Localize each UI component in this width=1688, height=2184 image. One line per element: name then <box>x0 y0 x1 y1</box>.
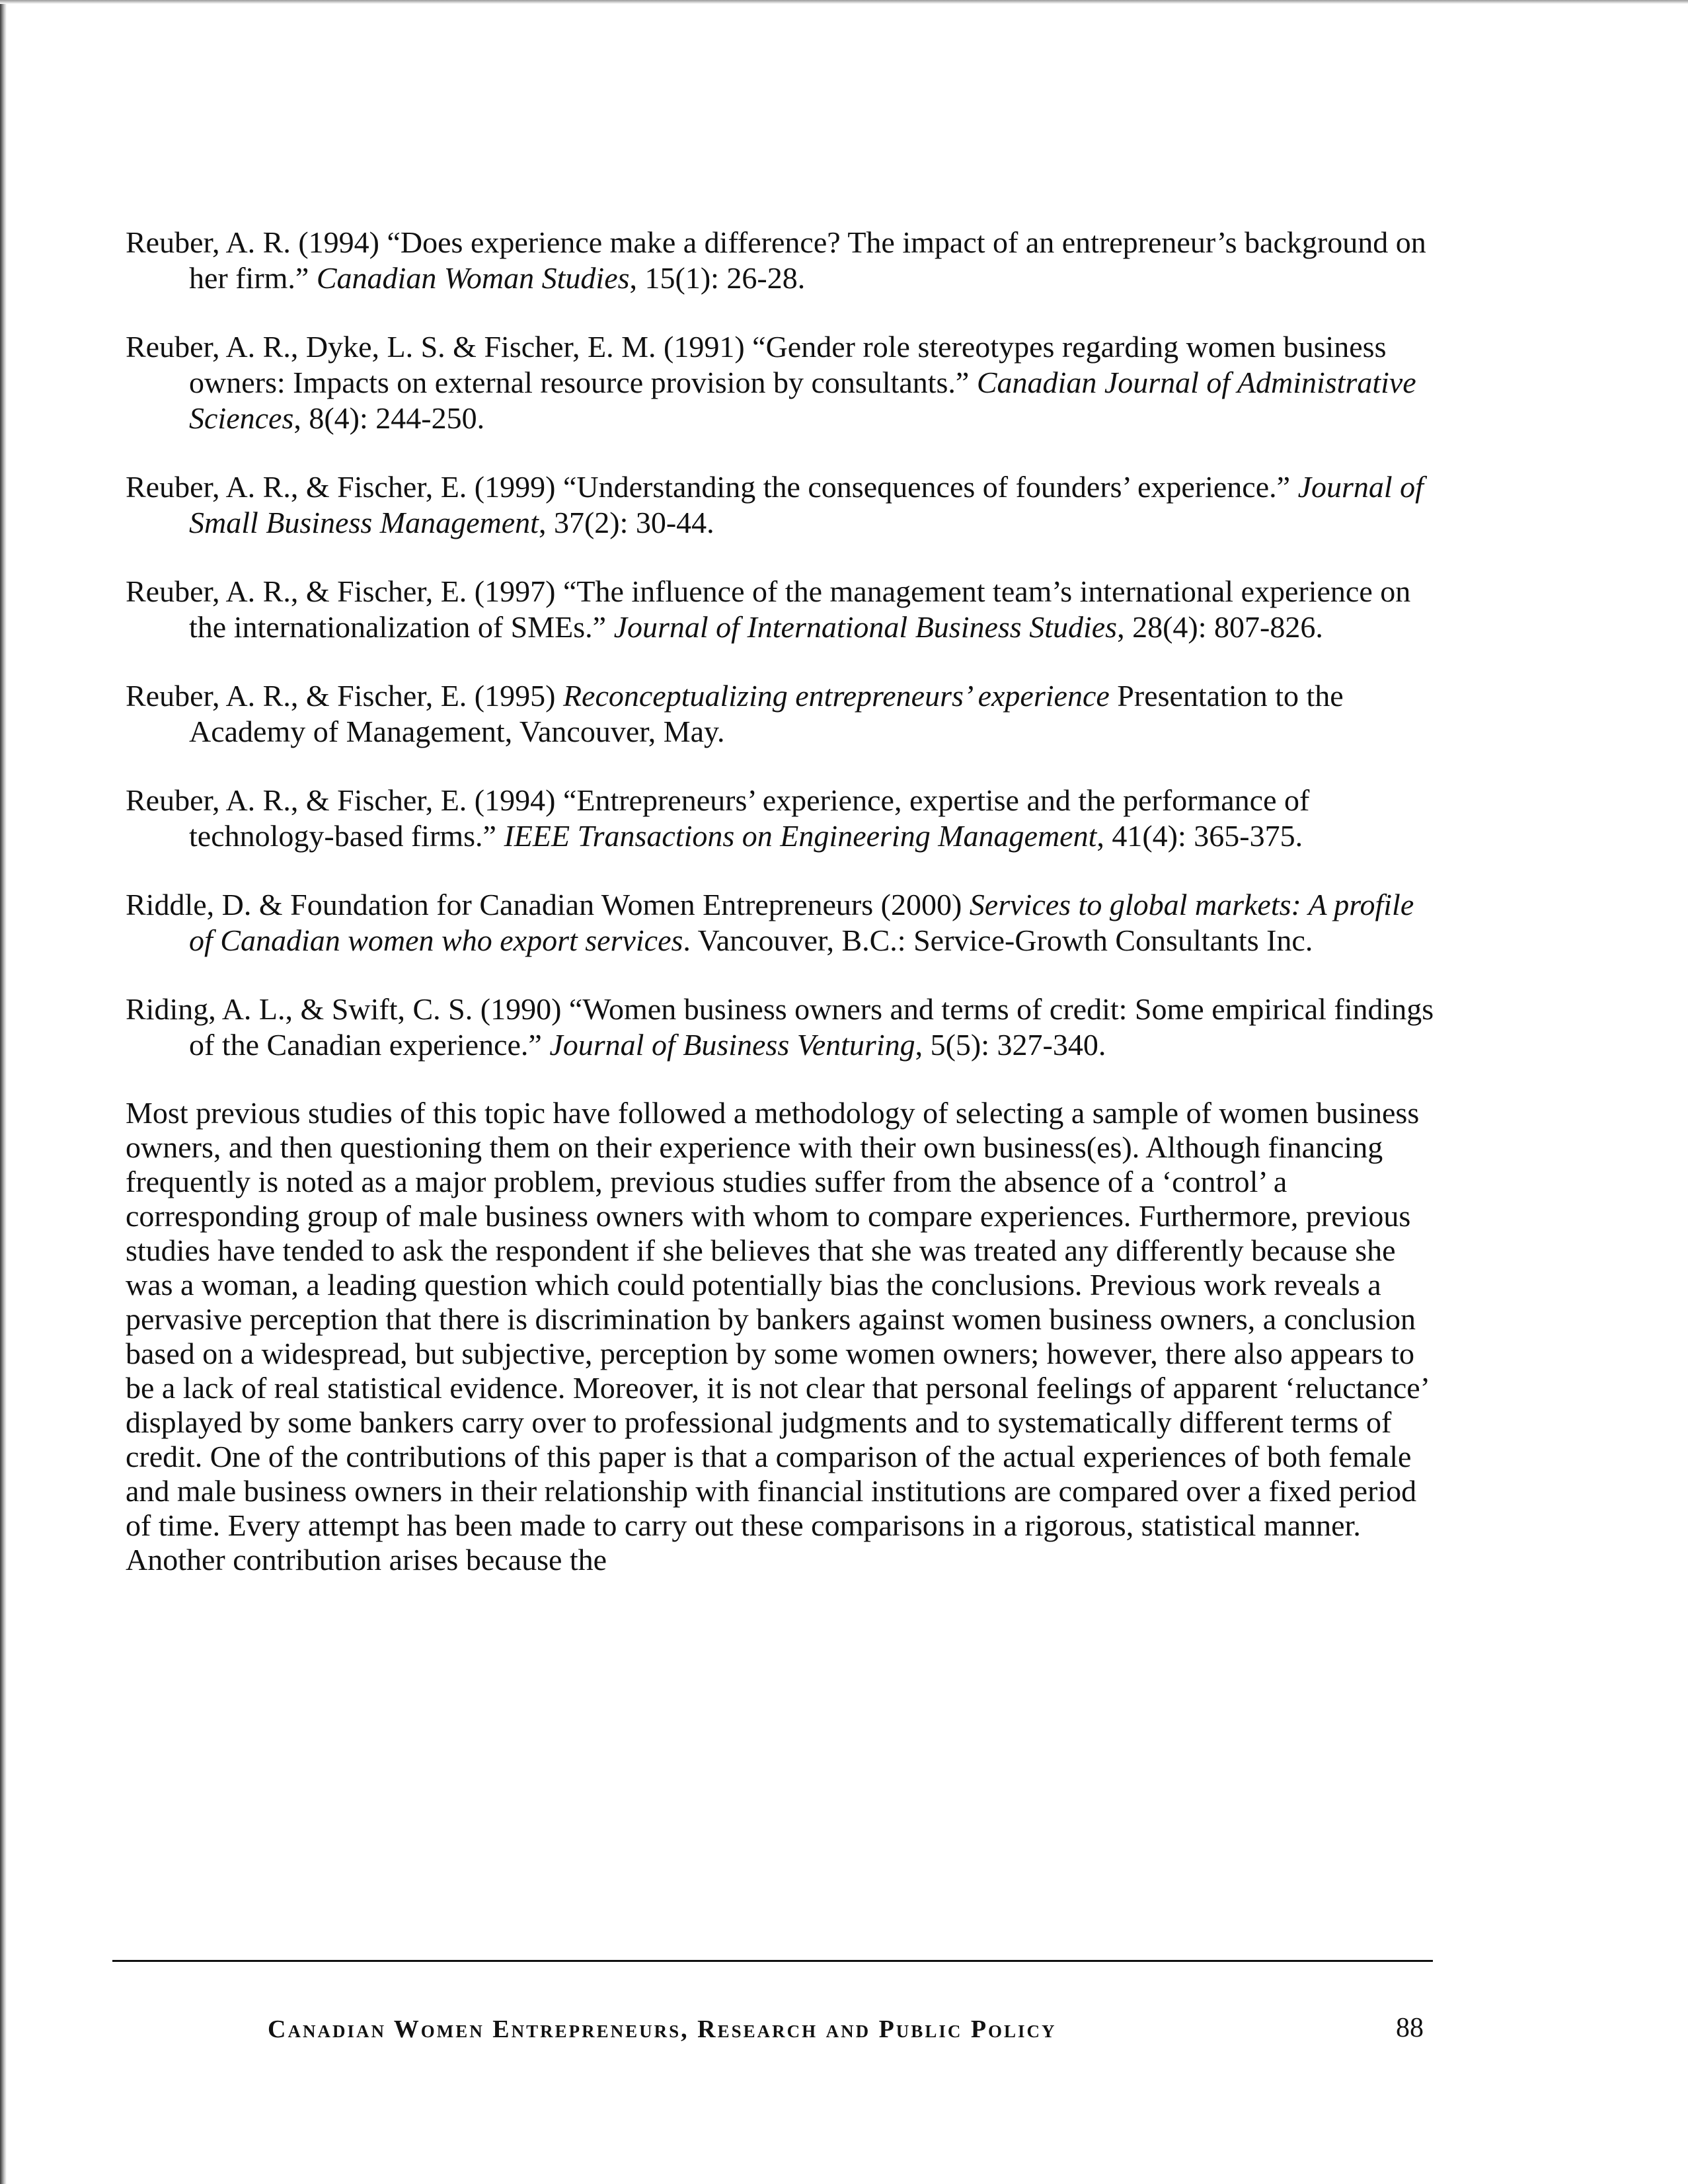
reference-text: Reuber, A. R., & Fischer, E. (1994) “Entrepreneurs’ experience, expertise and the performance of technology-based firms.” <box>126 783 1310 853</box>
reference-entry-4 <box>126 574 1441 645</box>
reference-text: Reuber, A. R., Dyke, L. S. & Fischer, E. M. (1991) “Gender role stereotypes regarding women business owners: Impacts on external resource provision by consultants.” <box>126 330 1387 399</box>
reference-journal: Journal of Business Venturing <box>549 1028 915 1062</box>
reference-journal: Services to global markets: A profile of Canadian women who export services <box>189 888 1414 957</box>
reference-entry-6 <box>126 783 1441 854</box>
reference-details: Presentation to the Academy of Management, Vancouver, May. <box>189 679 1344 748</box>
reference-details: , 15(1): 26-28. <box>629 261 806 295</box>
reference-text: Riding, A. L., & Swift, C. S. (1990) “Women business owners and terms of credit: Some empirical findings of the Canadian experience.” <box>126 992 1434 1062</box>
reference-details: . Vancouver, B.C.: Service-Growth Consultants Inc. <box>683 923 1313 957</box>
reference-entry-2 <box>126 329 1441 436</box>
reference-text: Reuber, A. R., & Fischer, E. (1999) “Understanding the consequences of founders’ experience.” <box>126 470 1298 504</box>
reference-text: Riddle, D. & Foundation for Canadian Women Entrepreneurs (2000) <box>126 888 970 921</box>
footer-rule <box>112 1960 1433 1962</box>
reference-list <box>126 225 1441 1063</box>
reference-text: Reuber, A. R., & Fischer, E. (1995) <box>126 679 563 713</box>
reference-journal: Canadian Journal of Administrative Sciences <box>189 366 1416 435</box>
footer-title: Canadian Women Entrepreneurs, Research and Public Policy <box>268 2015 1057 2043</box>
reference-entry-3 <box>126 469 1441 541</box>
reference-journal: Journal of International Business Studies <box>613 610 1118 644</box>
reference-details: , 41(4): 365-375. <box>1096 819 1303 853</box>
reference-entry-5 <box>126 678 1441 750</box>
reference-entry-7 <box>126 887 1441 958</box>
reference-entry-1 <box>126 225 1441 296</box>
reference-journal: Reconceptualizing entrepreneurs’ experience <box>562 679 1110 713</box>
reference-text: Reuber, A. R. (1994) “Does experience make a difference? The impact of an entrepreneur’s background on her firm.” <box>126 225 1426 295</box>
page-number: 88 <box>1396 2013 1424 2043</box>
body-paragraph: Most previous studies of this topic have followed a methodology of selecting a sample of women business owners, and then questioning them on their experience with their own business(es). Although financing frequently is noted as a major problem, previous studies suffer from the absence of a ‘control’ a corresponding group of male business owners with whom to compare experiences. Furthermore, previous studies have tended to ask the respondent if she believes that she was treated any differently because she was a woman, a leading question which could potentially bias the conclusions. Previous work reveals a pervasive perception that there is discrimination by bankers against women business owners, a conclusion based on a widespread, but subjective, perception by some women owners; however, there also appears to be a lack of real statistical evidence. Moreover, it is not clear that personal feelings of apparent ‘reluctance’ displayed by some bankers carry over to professional judgments and to systematically different terms of credit. One of the contributions of this paper is that a comparison of the actual experiences of both female and male business owners in their relationship with financial institutions are compared over a fixed period of time. Every attempt has been made to carry out these comparisons in a rigorous, statistical manner. Another contribution arises because the <box>126 1096 1428 1577</box>
reference-journal: Canadian Woman Studies <box>316 261 630 295</box>
reference-journal: Journal of Small Business Management <box>189 470 1424 539</box>
reference-details: , 28(4): 807-826. <box>1117 610 1323 644</box>
reference-entry-8 <box>126 992 1441 1063</box>
page-content <box>126 225 1441 1577</box>
scan-edge-top <box>0 0 1688 4</box>
scan-edge-left <box>0 0 7 2184</box>
reference-details: , 5(5): 327-340. <box>915 1028 1106 1062</box>
reference-details: , 8(4): 244-250. <box>293 401 485 435</box>
reference-text: Reuber, A. R., & Fischer, E. (1997) “The influence of the management team’s international experience on the internationalization of SMEs.” <box>126 574 1411 644</box>
reference-details: , 37(2): 30-44. <box>538 506 714 539</box>
reference-journal: IEEE Transactions on Engineering Management <box>504 819 1097 853</box>
